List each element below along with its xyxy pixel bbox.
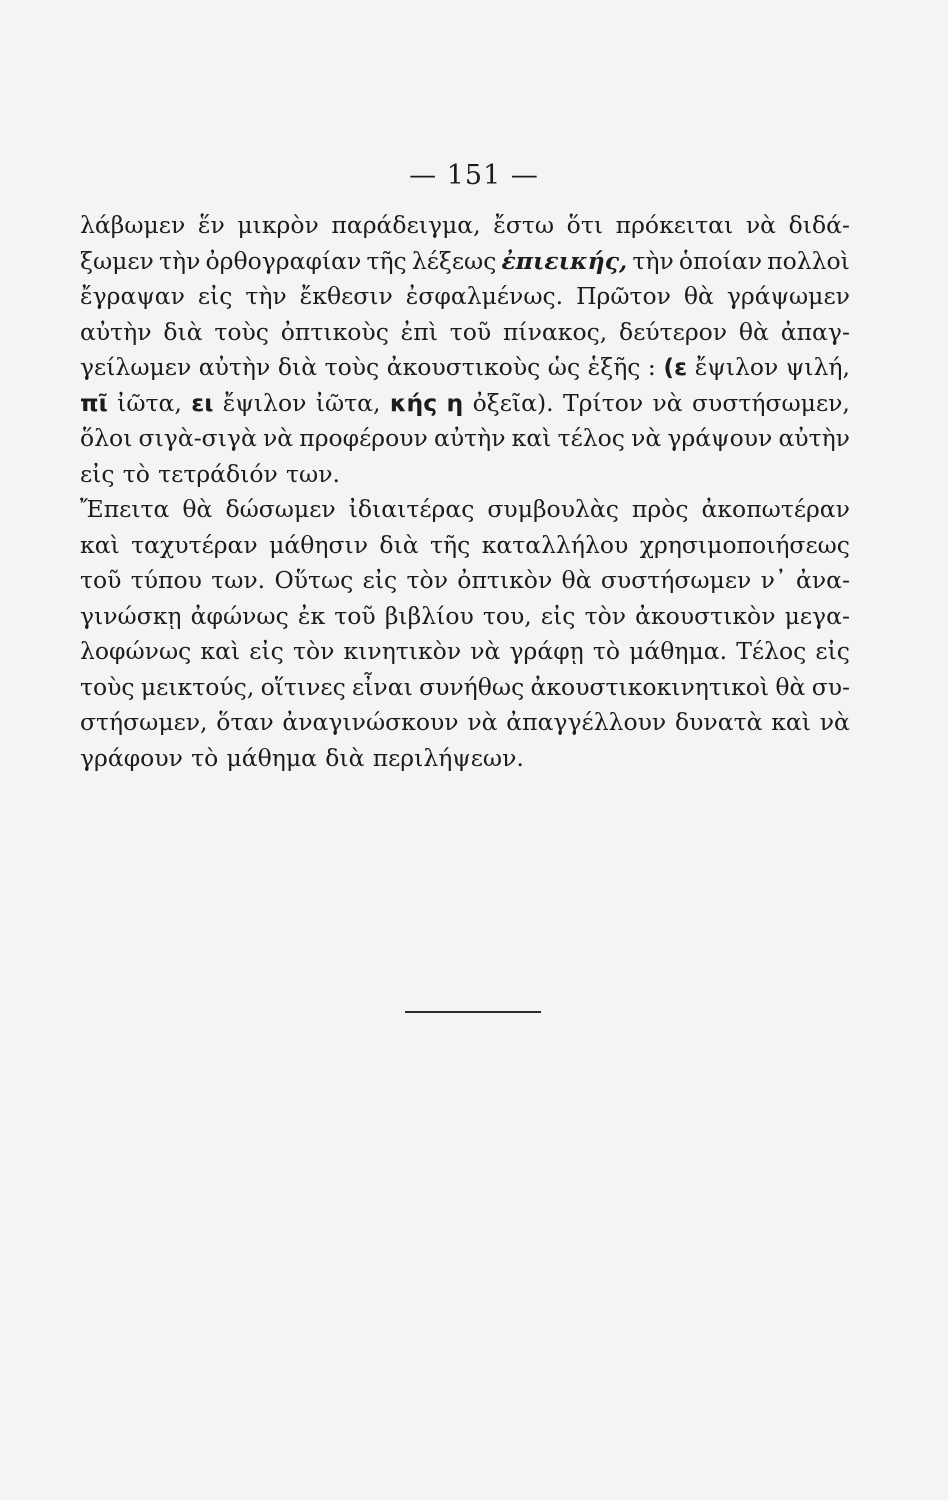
word: μεικτούς,: [140, 672, 255, 701]
word: ει: [191, 388, 214, 417]
word: τὸν: [292, 637, 335, 665]
word: ἕν: [197, 211, 225, 239]
word: των.: [211, 566, 266, 594]
word: ψιλή,: [785, 353, 850, 381]
word: νὰ: [631, 424, 662, 452]
page-number: — 151 —: [409, 160, 539, 191]
word: πῖ: [80, 388, 108, 417]
text-line: [80, 705, 850, 741]
word: δεύτερον: [619, 317, 728, 346]
word: παράδειγμα,: [331, 211, 481, 239]
word: γράφῃ: [509, 637, 584, 665]
word: γράψουν: [667, 424, 773, 452]
word: νὰ: [745, 211, 776, 239]
word: ἀκουστικὸν: [635, 601, 776, 630]
word: περιλήψεων.: [372, 743, 524, 772]
word: διὰ: [325, 743, 365, 772]
word: πρὸς: [631, 495, 689, 523]
word: τὸ: [122, 459, 150, 488]
word: τὴν: [245, 282, 287, 310]
word: ἀκουστικοὺς: [386, 353, 541, 381]
word: κινητικὸν: [343, 637, 462, 665]
word: εἰς: [362, 566, 398, 594]
word: ταχυτέραν: [131, 530, 258, 559]
word: τοὺς: [214, 317, 269, 346]
word: ἀνα-: [795, 566, 850, 594]
word: Ἔπειτα: [80, 495, 170, 523]
word: σιγὰ-σιγὰ: [138, 424, 257, 452]
word: τοῦ: [80, 566, 122, 594]
word: λοφώνως: [80, 637, 192, 665]
word: καὶ: [771, 708, 811, 736]
word: βιβλίου: [384, 601, 474, 630]
word: η: [446, 388, 464, 417]
word: Τέλος: [736, 637, 807, 665]
word: τετράδιόν: [158, 459, 278, 488]
word: θὰ: [775, 672, 806, 701]
word: ἐπὶ: [400, 317, 438, 346]
word: καὶ: [80, 530, 120, 559]
word: θὰ: [182, 495, 213, 523]
word: μικρὸν: [237, 211, 319, 239]
word: τοὺς: [80, 672, 135, 701]
word: (ε: [663, 353, 688, 381]
word: ἐπιεικής,: [501, 246, 628, 275]
word: συνήθως: [419, 672, 525, 701]
word: Πρῶτον: [576, 282, 671, 310]
word: τοὺς: [324, 353, 380, 381]
text-line: [80, 634, 850, 670]
word: ὅλοι: [80, 424, 133, 452]
word: ἰδιαιτέρας: [348, 495, 475, 523]
body-text: [80, 208, 850, 776]
word: θὰ: [738, 317, 769, 346]
word: αὐτὴν: [198, 353, 271, 381]
word: τὸν: [406, 566, 448, 594]
word: τὴν: [158, 246, 201, 275]
word: γείλωμεν: [80, 353, 192, 381]
word: νὰ: [652, 388, 683, 417]
text-line: [80, 492, 850, 528]
text-line: [80, 386, 850, 422]
text-line: [80, 421, 850, 457]
text-line: [80, 350, 850, 386]
word: γινώσκῃ: [80, 601, 182, 630]
text-line: [80, 741, 850, 777]
text-line: [80, 315, 850, 351]
word: χρησιμοποιήσεως: [639, 530, 850, 559]
text-line: [80, 599, 850, 635]
word: ὀπτικὸν: [457, 566, 553, 594]
word: νὰ: [262, 424, 294, 452]
word: του,: [482, 601, 532, 630]
word: συστήσωμεν: [600, 566, 752, 594]
word: πρόκειται: [615, 211, 734, 239]
word: λάβωμεν: [80, 211, 186, 239]
word: αὐτὴν: [778, 424, 850, 452]
word: νὰ: [467, 708, 498, 736]
word: Τρίτον: [563, 388, 644, 417]
word: κής: [389, 388, 438, 417]
word: τὸν: [584, 601, 626, 630]
word: δυνατὰ: [674, 708, 763, 736]
word: ἀκουστικοκινητικοὶ: [530, 672, 770, 701]
word: ὅτι: [566, 211, 604, 239]
word: εἰς: [540, 601, 576, 630]
word: τὴν: [632, 246, 674, 275]
word: διὰ: [277, 353, 318, 381]
word: διὰ: [379, 530, 419, 559]
word: ὀπτικοὺς: [280, 317, 389, 346]
word: τέλος: [557, 424, 625, 452]
word: θὰ: [561, 566, 592, 594]
paragraph-2: [80, 492, 850, 776]
word: λέξεως: [411, 246, 497, 275]
word: ὁποίαν: [678, 246, 763, 275]
word: οἵτινες: [260, 672, 346, 701]
word: νὰ: [819, 708, 850, 736]
word: τὸ: [592, 637, 621, 665]
text-line: [80, 279, 850, 315]
word: ἔγραψαν: [80, 282, 185, 310]
word: τὸ: [191, 743, 219, 772]
word: τοῦ: [334, 601, 376, 630]
word: τοῦ: [449, 317, 492, 346]
word: αὐτὴν: [80, 317, 152, 346]
word: ἀναγινώσκουν: [282, 708, 459, 736]
word: ὅταν: [216, 708, 274, 736]
word: γράφουν: [80, 743, 183, 772]
word: εἰς: [249, 637, 284, 665]
word: ὀρθογραφίαν: [205, 246, 362, 275]
word: μάθημα: [226, 743, 318, 772]
word: ἰῶτα,: [315, 388, 381, 417]
word: Οὕτως: [274, 566, 354, 594]
word: συστήσωμεν,: [692, 388, 850, 417]
paragraph-1: [80, 208, 850, 492]
word: δώσωμεν: [225, 495, 336, 523]
word: μεγα-: [784, 601, 850, 630]
text-line: [80, 244, 850, 280]
word: συμβουλὰς: [487, 495, 619, 523]
word: προφέρουν: [299, 424, 428, 452]
word: τῆς: [430, 530, 471, 559]
word: ἀκοπωτέραν: [701, 495, 850, 523]
word: διὰ: [163, 317, 203, 346]
word: ἀπαγ-: [780, 317, 850, 346]
word: καὶ: [511, 424, 552, 452]
word: νὰ: [470, 637, 501, 665]
word: ἔψιλον: [694, 353, 779, 381]
word: ἰῶτα,: [117, 388, 182, 417]
word: διδά-: [788, 211, 850, 239]
word: πολλοὶ: [767, 246, 850, 275]
word: τῆς: [366, 246, 407, 275]
word: πίνακος,: [502, 317, 608, 346]
word: στήσωμεν,: [80, 708, 208, 736]
word: ἐκ: [297, 601, 326, 630]
word: ἀπαγγέλλουν: [506, 708, 667, 736]
text-line: [80, 208, 850, 244]
word: ἔψιλον: [222, 388, 307, 417]
word: ἀφώνως: [190, 601, 289, 630]
word: ξωμεν: [80, 246, 154, 275]
word: ὀξεῖα).: [472, 388, 554, 417]
word: ὡς: [547, 353, 581, 381]
section-divider-rule: [405, 1011, 541, 1013]
word: γράψωμεν: [726, 282, 850, 310]
word: εἰς: [80, 459, 115, 488]
word: θὰ: [683, 282, 714, 310]
text-line: [80, 563, 850, 599]
word: ἐσφαλμένως.: [405, 282, 564, 310]
text-line: [80, 528, 850, 564]
word: μάθημα.: [629, 637, 728, 665]
word: εἰς: [815, 637, 850, 665]
word: ἔστω: [493, 211, 555, 239]
word: εἶναι: [352, 672, 413, 701]
word: ἑξῆς :: [587, 353, 656, 381]
word: ἔκθεσιν: [299, 282, 393, 310]
word: καταλλήλου: [481, 530, 629, 559]
word: των.: [286, 459, 340, 488]
word: ν᾽: [760, 566, 787, 594]
word: εἰς: [197, 282, 233, 310]
word: μάθησιν: [269, 530, 369, 559]
text-line: [80, 457, 850, 493]
text-line: [80, 670, 850, 706]
word: τύπου: [130, 566, 202, 594]
word: συ-: [811, 672, 850, 701]
word: αὐτὴν: [433, 424, 506, 452]
word: καὶ: [200, 637, 241, 665]
